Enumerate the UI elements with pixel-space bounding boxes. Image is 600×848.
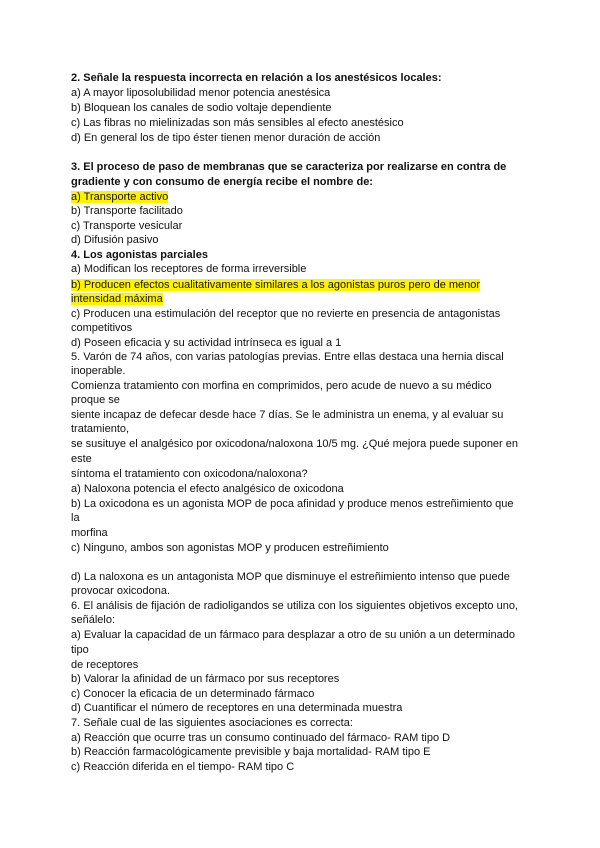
q6-option-b: b) Valorar la afinidad de un fármaco por sus receptores <box>71 673 340 685</box>
q3-option-c: c) Transporte vesicular <box>71 220 183 232</box>
q4-option-b-line-1-highlighted <box>71 278 480 292</box>
q4-option-d: d) Poseen eficacia y su actividad intrínseca es igual a 1 <box>71 337 342 349</box>
q5-option-b-line-1: b) La oxicodona es un agonista MOP de poca afinidad y produce menos estreñimiento que <box>71 498 514 510</box>
q6-option-d: d) Cuantificar el número de receptores en una determinada muestra <box>71 702 403 714</box>
q5-line: síntoma el tratamiento con oxicodona/naloxona? <box>71 468 308 480</box>
q3-option-b: b) Transporte facilitado <box>71 205 183 217</box>
q4-option-b-line-1: b) Producen efectos cualitativamente similares a los agonistas puros pero de menor <box>71 279 481 291</box>
q2-option-d: d) En general los de tipo éster tienen menor duración de acción <box>71 132 381 144</box>
q4-option-c-line-2: competitivos <box>71 322 133 334</box>
q5-line: proque se <box>71 394 120 406</box>
q5-line: se susituye el analgésico por oxicodona/naloxona 10/5 mg. ¿Qué mejora puede suponer en <box>71 438 519 450</box>
q5-line: 5. Varón de 74 años, con varias patologías previas. Entre ellas destaca una hernia discal <box>71 351 504 363</box>
q6-line: señálelo: <box>71 614 116 626</box>
q7-option-b: b) Reacción farmacológicamente previsible y baja mortalidad- RAM tipo E <box>71 746 431 758</box>
q6-option-a-line-3: de receptores <box>71 659 139 671</box>
q5-line: tratamiento, <box>71 423 130 435</box>
q5-line: este <box>71 453 92 465</box>
q5-option-b-line-3: morfina <box>71 527 108 539</box>
q7-option-a: a) Reacción que ocurre tras un consumo continuado del fármaco- RAM tipo D <box>71 732 451 744</box>
q5-line: siente incapaz de defecar desde hace 7 días. Se le administra un enema, y al evaluar su <box>71 409 504 421</box>
q5-option-d-line-1: d) La naloxona es un antagonista MOP que disminuye el estreñimiento intenso que puede <box>71 571 510 583</box>
q7-option-c: c) Reacción diferida en el tiempo- RAM tipo C <box>71 761 295 773</box>
q4-option-a: a) Modifican los receptores de forma irreversible <box>71 263 307 275</box>
q2-option-a: a) A mayor liposolubilidad menor potencia anestésica <box>71 87 331 99</box>
q5-line: inoperable. <box>71 365 126 377</box>
q3-option-a-text: a) Transporte activo <box>71 191 169 203</box>
q4-option-b-line-2: intensidad máxima <box>71 293 163 305</box>
q5-line: Comienza tratamiento con morfina en comprimidos, pero acude de nuevo a su médico <box>71 380 492 392</box>
q7-title: 7. Señale cual de las siguientes asociaciones es correcta: <box>71 717 353 729</box>
question-4-title: 4. Los agonistas parciales <box>71 249 208 261</box>
q5-option-d-line-2: provocar oxicodona. <box>71 585 171 597</box>
question-3-title-line-2: gradiente y con consumo de energía recibe el nombre de: <box>71 176 373 188</box>
q6-line: 6. El análisis de fijación de radioligandos se utiliza con los siguientes objetivos excepto uno, <box>71 600 518 612</box>
q2-option-b: b) Bloquean los canales de sodio voltaje dependiente <box>71 102 332 114</box>
q5-option-c: c) Ninguno, ambos son agonistas MOP y producen estreñimiento <box>71 542 389 554</box>
q6-option-a-line-1: a) Evaluar la capacidad de un fármaco para desplazar a otro de su unión a un determinado <box>71 629 515 641</box>
q2-option-c: c) Las fibras no mielinizadas son más sensibles al efecto anestésico <box>71 117 404 129</box>
q5-option-b-line-2: la <box>71 512 80 524</box>
q4-option-c-line-1: c) Producen una estimulación del receptor que no revierte en presencia de antagonistas <box>71 308 501 320</box>
q6-option-a-line-2: tipo <box>71 644 89 656</box>
question-2-title: 2. Señale la respuesta incorrecta en relación a los anestésicos locales: <box>71 72 442 84</box>
q5-option-a: a) Naloxona potencia el efecto analgésico de oxicodona <box>71 483 344 495</box>
q3-option-a-highlighted <box>71 190 168 204</box>
q3-option-d: d) Difusión pasivo <box>71 234 159 246</box>
q4-option-b-line-2-highlighted <box>71 292 163 306</box>
q6-option-c: c) Conocer la eficacia de un determinado fármaco <box>71 688 315 700</box>
question-3-title-line-1: 3. El proceso de paso de membranas que se caracteriza por realizarse en contra de <box>71 161 507 173</box>
